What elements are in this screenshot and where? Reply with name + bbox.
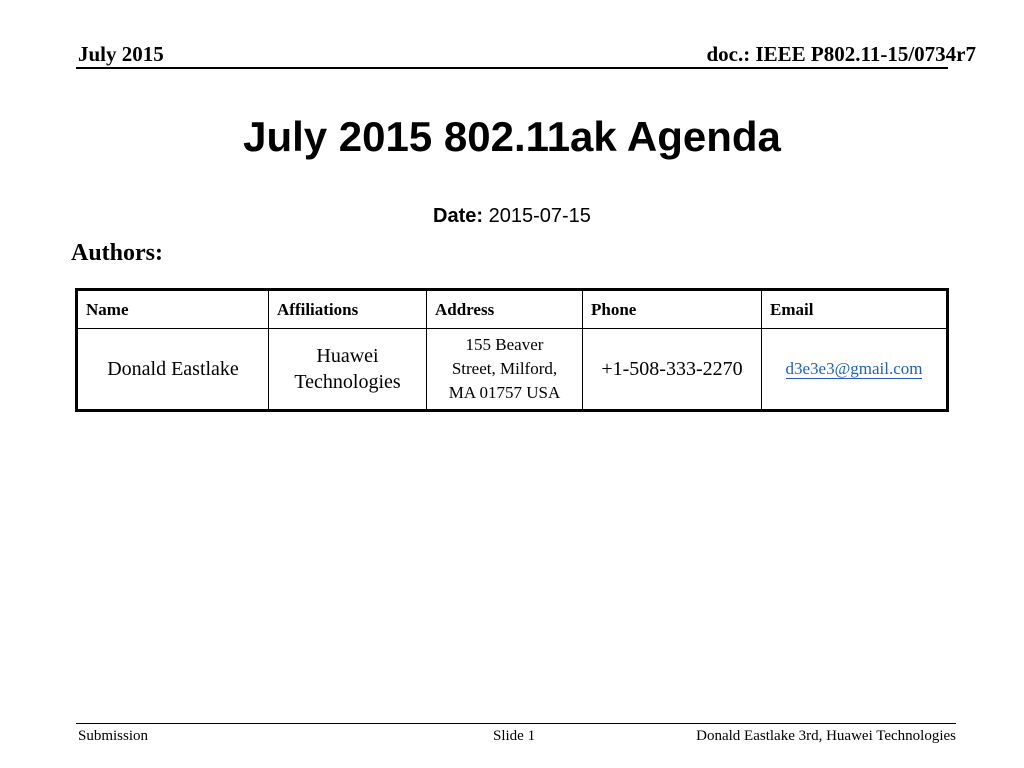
author-email-cell: [762, 329, 948, 411]
author-phone: +1-508-333-2270: [583, 329, 762, 411]
footer-submission: Submission: [78, 728, 149, 744]
column-header-email: Email: [762, 290, 948, 329]
header-divider: [76, 67, 948, 69]
table-header-row: [77, 290, 948, 329]
author-name: Donald Eastlake: [77, 329, 269, 411]
footer-divider: [76, 723, 956, 724]
date-label: Date:: [433, 205, 484, 227]
affiliation-line: Technologies: [294, 371, 401, 393]
footer-author: Donald Eastlake 3rd, Huawei Technologies: [696, 728, 956, 744]
author-email-text: d3e3e3@gmail.com: [785, 359, 923, 378]
author-address: [427, 329, 583, 411]
authors-heading: Authors:: [71, 240, 164, 266]
authors-table: [75, 288, 949, 412]
address-line: 155 Beaver: [465, 335, 544, 354]
table-row: [77, 329, 948, 411]
column-header-affiliations: Affiliations: [269, 290, 427, 329]
author-affiliation: [269, 329, 427, 411]
address-line: MA 01757 USA: [448, 383, 561, 402]
affiliation-line: Huawei: [316, 345, 379, 367]
footer-slide-number: Slide 1: [493, 728, 536, 744]
column-header-phone: Phone: [583, 290, 762, 329]
address-line: Street, Milford,: [451, 359, 558, 378]
author-email-link[interactable]: [786, 359, 923, 379]
header-date: July 2015: [78, 42, 164, 66]
header-doc-id: doc.: IEEE P802.11-15/0734r7: [706, 42, 976, 66]
date-value: 2015-07-15: [488, 205, 591, 227]
slide-title: July 2015 802.11ak Agenda: [243, 113, 781, 160]
column-header-address: Address: [427, 290, 583, 329]
date-line: [0, 205, 1024, 228]
column-header-name: Name: [77, 290, 269, 329]
